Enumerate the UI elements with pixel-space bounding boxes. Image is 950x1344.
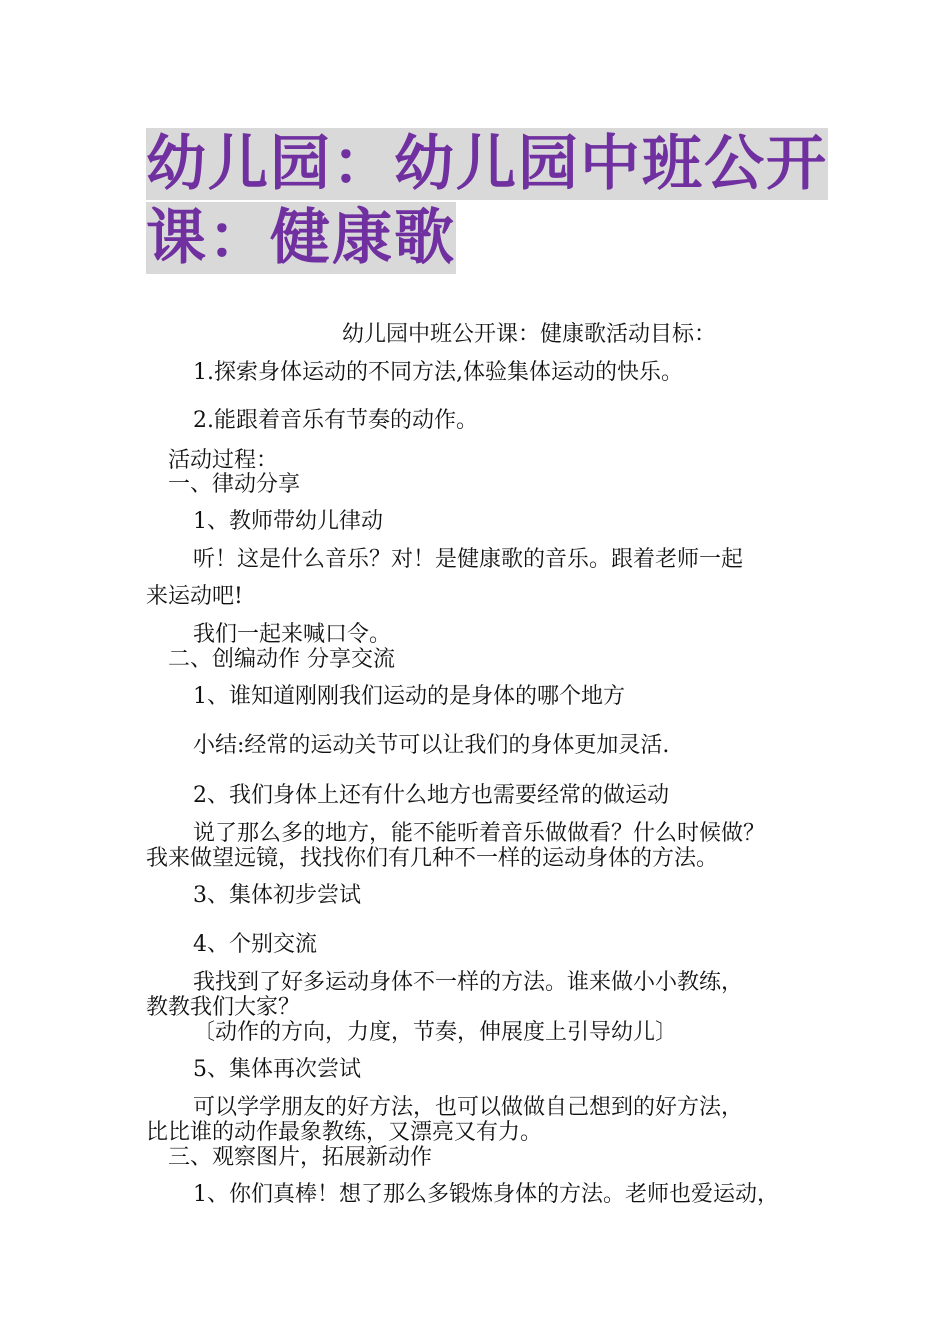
section-2-paragraph-3-line-2: 比比谁的动作最象教练，又漂亮又有力。 <box>146 1120 543 1145</box>
section-1-item-1: 1、教师带幼儿律动 <box>193 509 383 534</box>
section-2-paragraph-1-line-2: 我来做望远镜，找找你们有几种不一样的运动身体的方法。 <box>146 846 719 871</box>
section-2-summary: 小结:经常的运动关节可以让我们的身体更加灵活. <box>193 733 670 758</box>
process-label: 活动过程： <box>168 448 279 473</box>
subtitle: 幼儿园中班公开课：健康歌活动目标： <box>342 322 717 347</box>
section-2-item-5: 5、集体再次尝试 <box>193 1057 361 1082</box>
section-1-paragraph-1-line-1: 听！这是什么音乐？对！是健康歌的音乐。跟着老师一起 <box>193 547 744 572</box>
section-2-heading: 二、创编动作 分享交流 <box>168 647 395 672</box>
section-3-heading: 三、观察图片，拓展新动作 <box>168 1145 433 1170</box>
document-title-line-1: 幼儿园：幼儿园中班公开 <box>146 129 828 199</box>
section-2-paragraph-2-line-2: 教教我们大家？ <box>146 995 301 1020</box>
goal-2: 2.能跟着音乐有节奏的动作。 <box>193 408 478 433</box>
section-1-paragraph-2: 我们一起来喊口令。 <box>193 622 392 647</box>
section-2-item-2: 2、我们身体上还有什么地方也需要经常的做运动 <box>193 783 669 808</box>
section-3-item-1: 1、你们真棒！想了那么多锻炼身体的方法。老师也爱运动， <box>193 1182 779 1207</box>
section-2-item-3: 3、集体初步尝试 <box>193 883 361 908</box>
section-1-heading: 一、律动分享 <box>168 472 301 497</box>
goal-1: 1.探索身体运动的不同方法,体验集体运动的快乐。 <box>193 360 683 385</box>
section-2-note: 〔动作的方向，力度，节奏，伸展度上引导幼儿〕 <box>193 1020 678 1045</box>
section-2-item-4: 4、个别交流 <box>193 932 317 957</box>
section-2-item-1: 1、谁知道刚刚我们运动的是身体的哪个地方 <box>193 684 625 709</box>
section-1-paragraph-1-line-2: 来运动吧! <box>146 584 243 609</box>
section-2-paragraph-3-line-1: 可以学学朋友的好方法，也可以做做自己想到的好方法， <box>193 1095 744 1120</box>
document-title-line-2: 课：健康歌 <box>146 203 456 273</box>
section-2-paragraph-2-line-1: 我找到了好多运动身体不一样的方法。谁来做小小教练， <box>193 970 744 995</box>
section-2-paragraph-1-line-1: 说了那么多的地方，能不能听着音乐做做看？什么时候做？ <box>193 821 766 846</box>
